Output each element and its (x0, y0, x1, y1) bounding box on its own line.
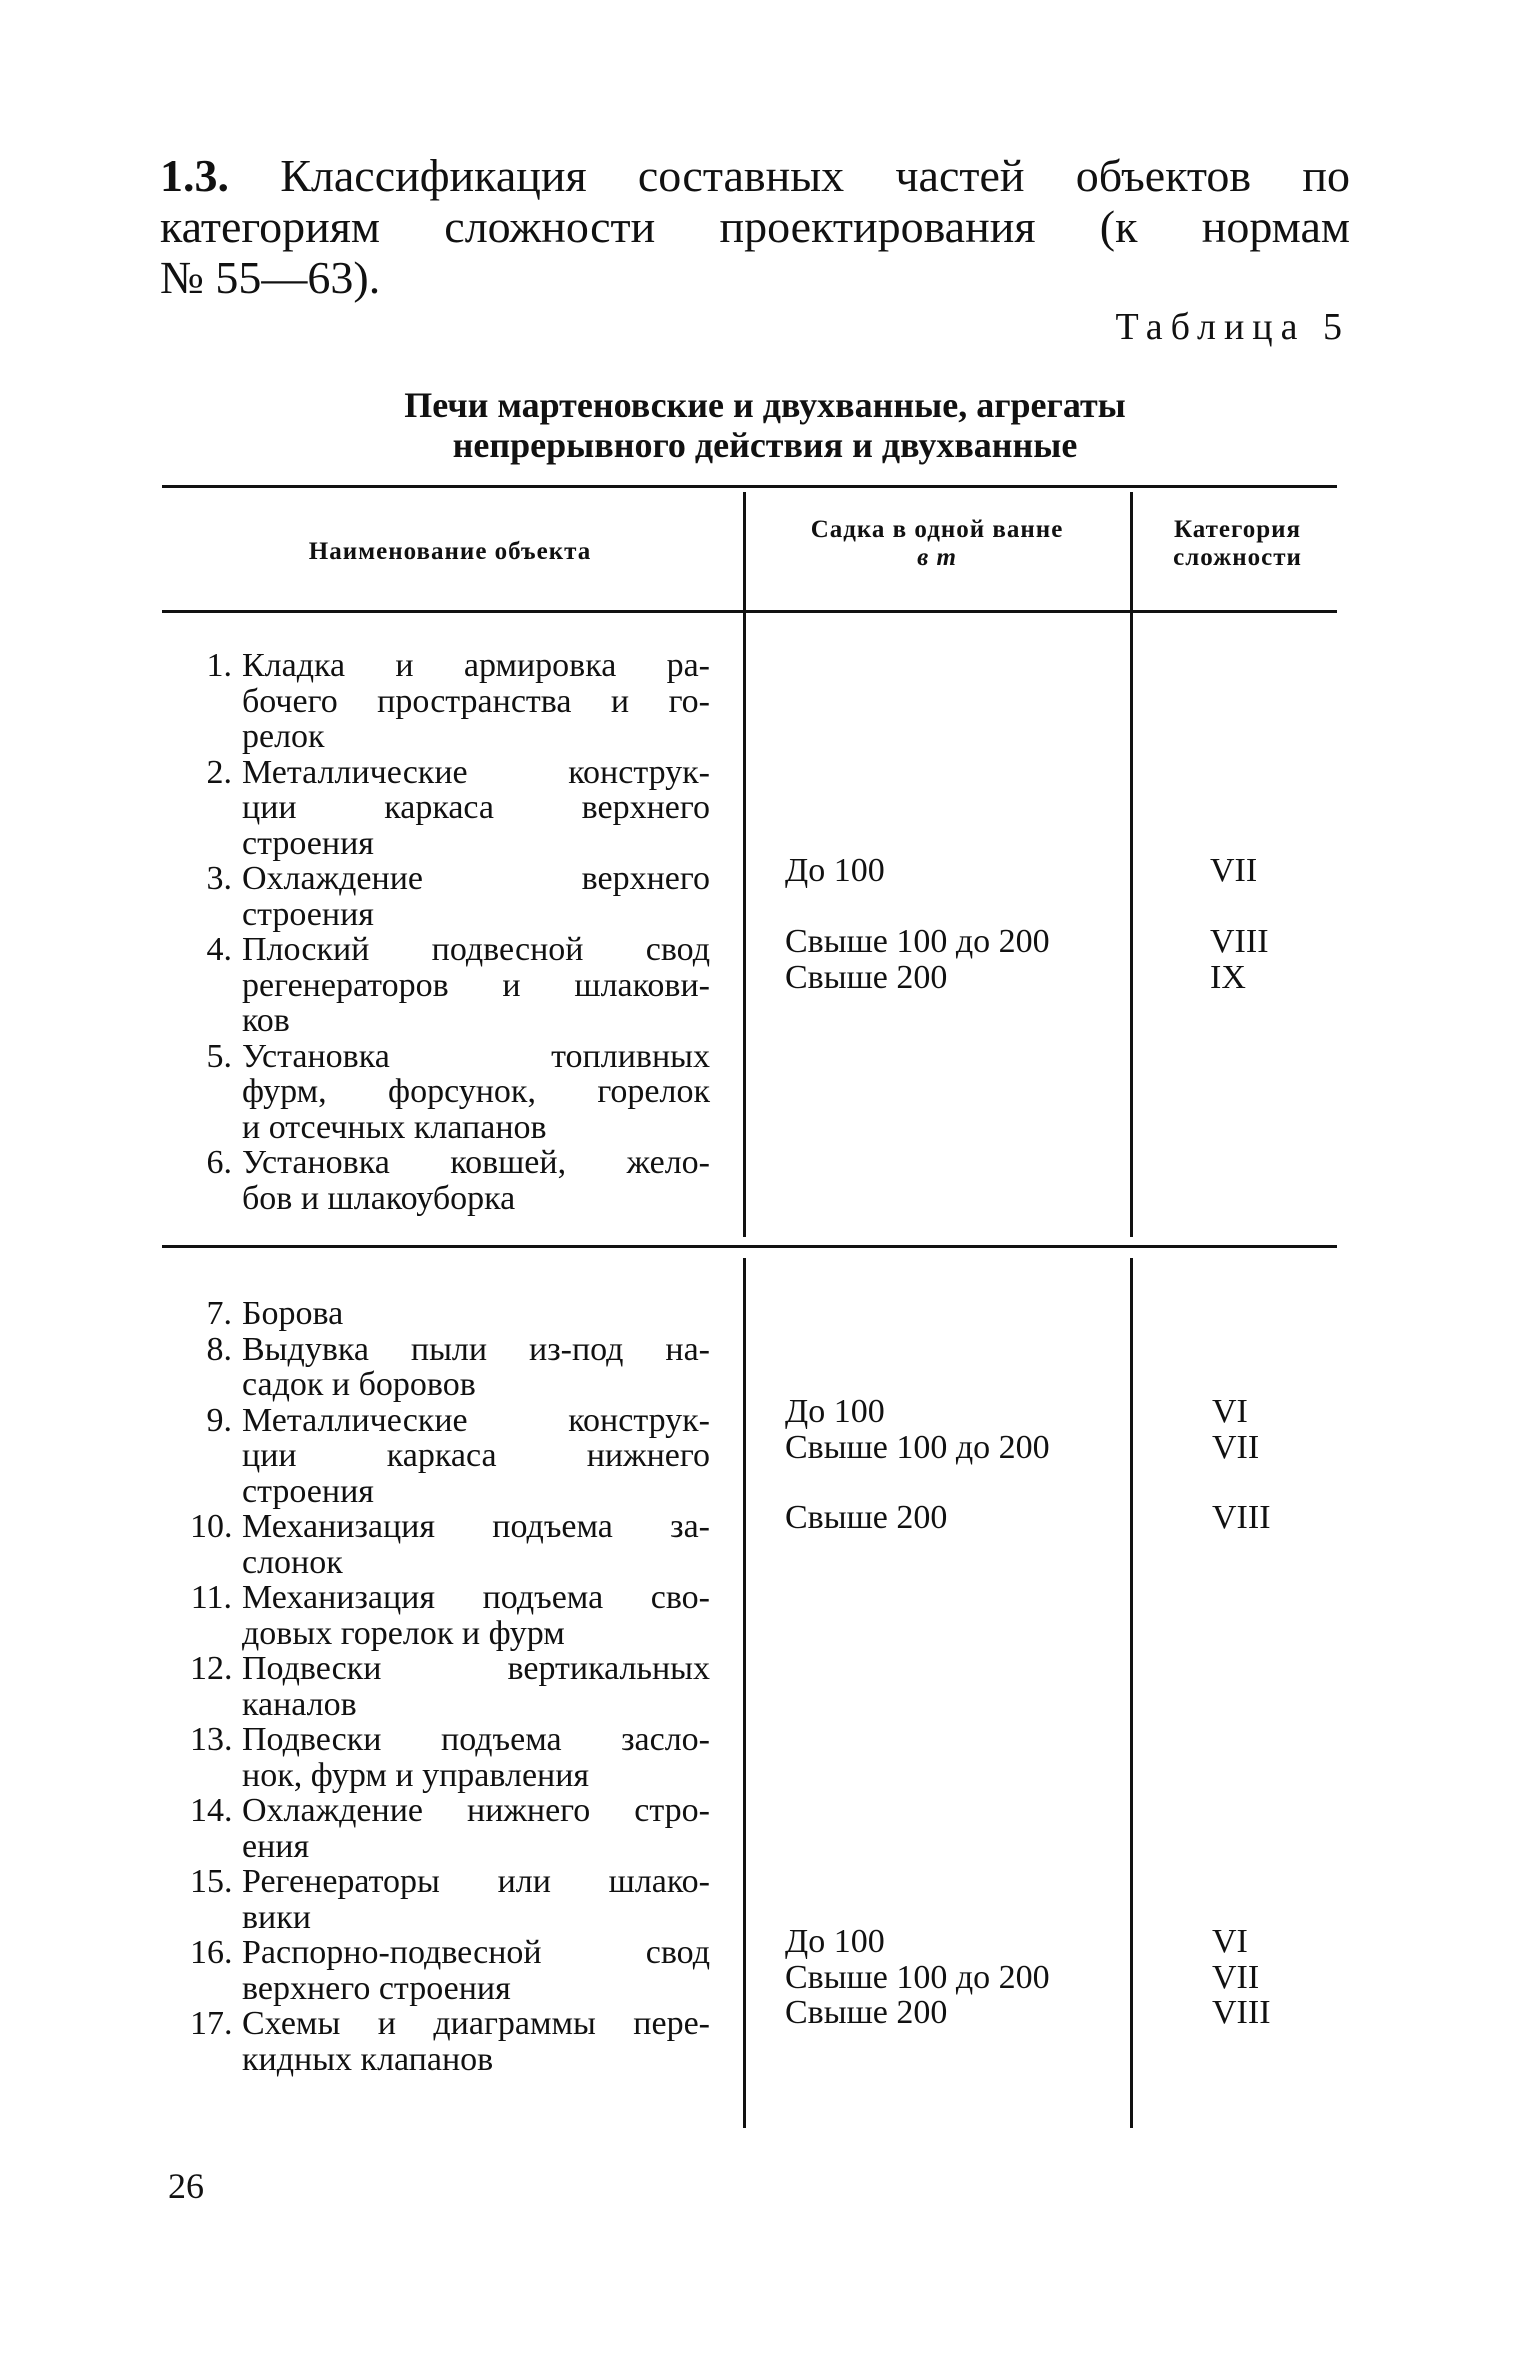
row-text-line: садок и боровов (242, 1366, 476, 1403)
table-label: Таблица 5 (1115, 306, 1350, 348)
category-cell: VIII (1212, 1994, 1271, 2031)
column-header-category-line-2: сложности (1173, 544, 1302, 571)
load-cell: Свыше 100 до 200 (785, 1428, 1050, 1466)
row-number: 1. (206, 647, 232, 684)
row-text-line: Регенераторы или шлако- (242, 1863, 710, 1900)
row-text-line: верхнего строения (242, 1969, 511, 2007)
row-number: 9. (206, 1401, 232, 1439)
row-number: 5. (206, 1037, 232, 1075)
row-text-line: ции каркаса нижнего (242, 1437, 710, 1474)
row-text-line: слонок (242, 1543, 343, 1581)
row-text-line: Выдувка пыли из-под на- (242, 1330, 710, 1368)
table-row (190, 861, 710, 932)
category-cell: VI (1212, 1393, 1248, 1430)
section-1-category-column (1210, 853, 1269, 995)
table-row (190, 2006, 710, 2077)
table-top-rule (162, 485, 1337, 488)
heading-line-2: категориям сложности проектирования (к нормам (160, 201, 1350, 252)
row-text-line: Кладка и армировка ра- (242, 647, 710, 684)
table-row (190, 755, 710, 862)
header-bottom-rule (162, 610, 1337, 613)
row-text-line: кидных клапанов (242, 2040, 494, 2078)
row-text-line: регенераторов и шлакови- (242, 966, 710, 1004)
category-cell: VII (1210, 852, 1258, 889)
row-text-line: ков (242, 1002, 290, 1039)
table-title (280, 385, 1250, 465)
category-cell: VII (1212, 1958, 1260, 1996)
table-row (190, 1580, 710, 1651)
load-cell: Свыше 200 (785, 1994, 948, 2031)
row-text-line: Установка ковшей, жело- (242, 1144, 710, 1181)
category-cell: IX (1210, 958, 1246, 996)
category-cell: VIII (1210, 923, 1269, 960)
load-cell: До 100 (785, 1393, 885, 1430)
section-2-object-list (190, 1296, 710, 2077)
row-text-line: строения (242, 895, 374, 933)
row-text-line: и отсечных клапанов (242, 1108, 547, 1146)
row-number: 2. (206, 753, 232, 791)
table-row (190, 1039, 710, 1146)
row-text-line: Охлаждение верхнего (242, 860, 710, 897)
row-number: 13. (190, 1721, 233, 1758)
row-number: 8. (206, 1330, 232, 1368)
section-2-load-column-b (785, 1924, 1050, 2031)
row-number: 10. (190, 1508, 233, 1545)
row-text-line: бочего пространства и го- (242, 682, 710, 720)
row-number: 7. (206, 1295, 232, 1332)
column-header-load-line-1: Садка в одной ванне (810, 516, 1064, 543)
section-2-category-column-b (1212, 1924, 1271, 2031)
load-cell: Свыше 100 до 200 (785, 1958, 1050, 1996)
load-cell: Свыше 100 до 200 (785, 923, 1050, 960)
table-row (190, 1722, 710, 1793)
row-text-line: Подвески вертикальных (242, 1650, 710, 1687)
table-row (190, 648, 710, 755)
table-row (190, 1145, 710, 1216)
row-text-line: Распорно-подвесной свод (242, 1934, 710, 1971)
column-header-load-line-2: в т (917, 544, 957, 571)
section-1-load-column (785, 853, 1050, 995)
column-header-category-line-1: Категория (1173, 516, 1302, 543)
table-row (190, 1935, 710, 2006)
column-divider-2 (1130, 492, 1133, 1237)
category-cell: VII (1212, 1428, 1260, 1466)
row-text-line: Металлические конструк- (242, 753, 710, 791)
row-number: 17. (190, 2005, 233, 2042)
section-2-load-column-a (785, 1394, 1050, 1536)
row-text-line: бов и шлакоуборка (242, 1179, 516, 1217)
row-number: 4. (206, 931, 232, 968)
row-text-line: Борова (242, 1295, 344, 1332)
table-row (190, 1332, 710, 1403)
table-row (190, 1793, 710, 1864)
row-text-line: вики (242, 1898, 311, 1936)
row-number: 14. (190, 1792, 233, 1829)
row-text-line: каналов (242, 1685, 357, 1723)
row-text-line: Установка топливных (242, 1037, 710, 1075)
table-row (190, 932, 710, 1039)
row-text-line: Схемы и диаграммы пере- (242, 2005, 710, 2042)
table-row (190, 1864, 710, 1935)
row-text-line: фурм, форсунок, горелок (242, 1073, 710, 1110)
section-2-category-column-a (1212, 1394, 1271, 1536)
heading-text: Классификация составных частей объектов по (280, 150, 1350, 201)
row-text-line: Подвески подъема засло- (242, 1721, 710, 1758)
row-number: 16. (190, 1934, 233, 1971)
load-cell (785, 889, 1050, 925)
table-row (190, 1403, 710, 1510)
row-text-line: ения (242, 1827, 310, 1865)
category-cell: VIII (1212, 1499, 1271, 1536)
column-header-category (1140, 516, 1335, 572)
row-text-line: Механизация подъема сво- (242, 1579, 710, 1616)
column-divider-1 (743, 492, 746, 1237)
row-text-line: довых горелок и фурм (242, 1614, 565, 1652)
heading-line-1 (160, 150, 1350, 201)
load-cell: До 100 (785, 852, 885, 889)
column-divider-1-lower (743, 1258, 746, 2128)
row-text-line: строения (242, 824, 374, 862)
row-text-line: Металлические конструк- (242, 1401, 710, 1439)
table-row (190, 1509, 710, 1580)
load-cell (785, 1465, 1050, 1500)
column-divider-2-lower (1130, 1258, 1133, 2128)
column-header-load (752, 516, 1122, 572)
category-cell (1212, 1465, 1271, 1500)
row-text-line: нок, фурм и управления (242, 1756, 590, 1794)
row-number: 12. (190, 1650, 233, 1687)
heading-number: 1.3. (160, 150, 229, 201)
load-cell: Свыше 200 (785, 958, 948, 996)
row-text-line: релок (242, 718, 325, 755)
row-number: 11. (190, 1579, 232, 1616)
section-heading (160, 150, 1350, 303)
row-text-line: Механизация подъема за- (242, 1508, 710, 1545)
row-number: 15. (190, 1863, 233, 1900)
category-cell (1210, 889, 1269, 925)
category-cell: VI (1212, 1923, 1248, 1960)
row-text-line: Охлаждение нижнего стро- (242, 1792, 710, 1829)
row-number: 6. (206, 1144, 232, 1181)
row-text-line: ции каркаса верхнего (242, 789, 710, 826)
table-row (190, 1296, 710, 1332)
load-cell: До 100 (785, 1923, 885, 1960)
column-header-name: Наименование объекта (308, 538, 592, 565)
table-row (190, 1651, 710, 1722)
section-divider-rule (162, 1245, 1337, 1248)
load-cell: Свыше 200 (785, 1499, 948, 1536)
page-number: 26 (168, 2166, 204, 2206)
row-number: 3. (206, 860, 232, 897)
section-1-object-list (190, 648, 710, 1216)
heading-line-3: № 55—63). (160, 252, 381, 303)
row-text-line: Плоский подвесной свод (242, 931, 710, 968)
table-title-line-2: непрерывного действия и двухванные (452, 425, 1078, 465)
table-title-line-1: Печи мартеновские и двухванные, агрегаты (404, 385, 1126, 425)
row-text-line: строения (242, 1472, 374, 1510)
